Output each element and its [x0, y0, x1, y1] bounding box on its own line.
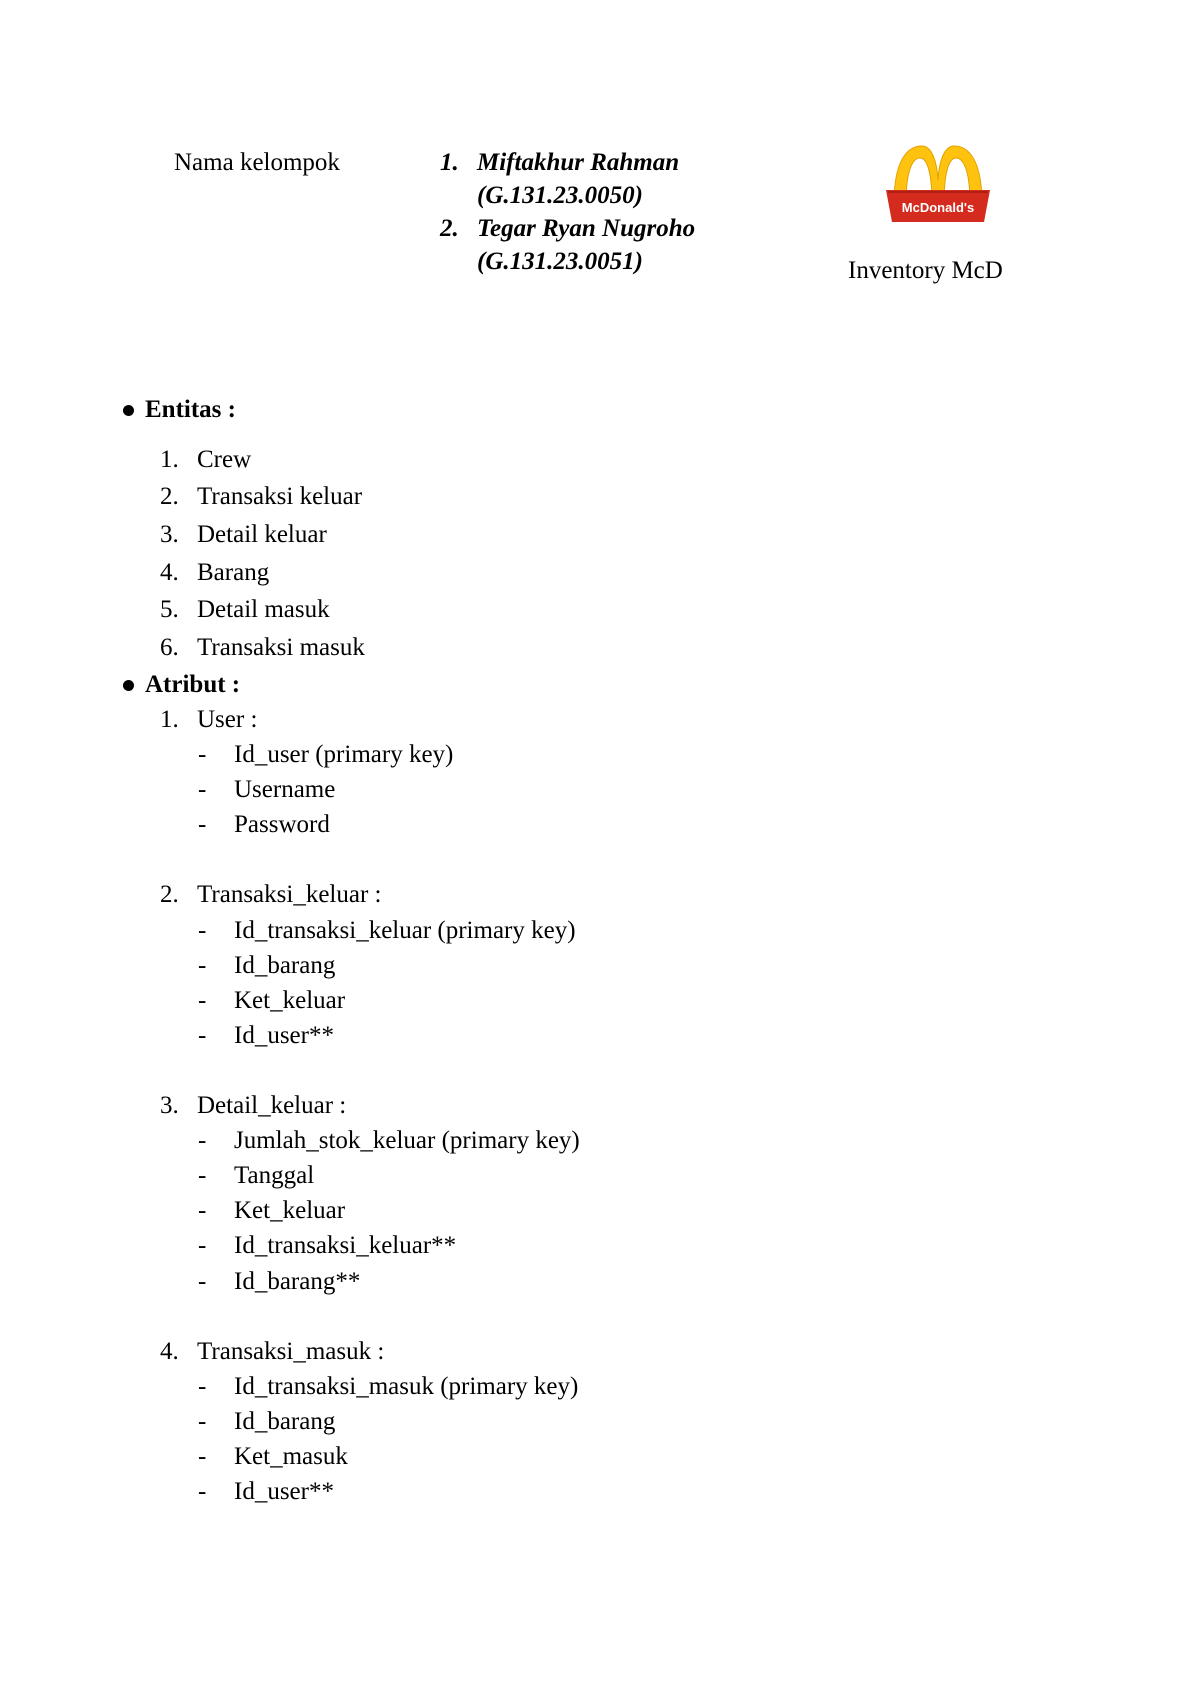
entitas-number: 3. — [160, 521, 179, 548]
field-item: Id_transaksi_keluar** — [234, 1232, 457, 1259]
member-1-number: 1. — [440, 149, 459, 176]
field-dash: - — [198, 1478, 207, 1505]
field-dash: - — [198, 1197, 207, 1224]
field-item: Id_user (primary key) — [234, 741, 454, 768]
field-dash: - — [198, 811, 207, 838]
entitas-item: Transaksi masuk — [197, 634, 365, 661]
bullet-icon — [123, 405, 134, 416]
entitas-number: 2. — [160, 483, 179, 510]
field-item: Id_user** — [234, 1022, 334, 1049]
field-dash: - — [198, 1232, 207, 1259]
field-dash: - — [198, 1373, 207, 1400]
group-label: Nama kelompok — [174, 149, 340, 176]
entitas-item: Detail keluar — [197, 521, 327, 548]
field-item: Ket_keluar — [234, 1197, 346, 1224]
field-dash: - — [198, 1022, 207, 1049]
field-dash: - — [198, 1408, 207, 1435]
entitas-item: Detail masuk — [197, 596, 330, 623]
member-1-name: Miftakhur Rahman — [477, 149, 680, 176]
logo-text: McDonald's — [901, 200, 975, 215]
field-dash: - — [198, 952, 207, 979]
field-dash: - — [198, 987, 207, 1014]
field-item: Id_user** — [234, 1478, 334, 1505]
entitas-number: 4. — [160, 559, 179, 586]
field-item: Tanggal — [234, 1162, 315, 1189]
entitas-heading: Entitas : — [145, 396, 236, 423]
bullet-icon — [123, 680, 134, 691]
field-item: Id_transaksi_keluar (primary key) — [234, 917, 576, 944]
member-2-nim: (G.131.23.0051) — [477, 248, 643, 275]
project-title: Inventory McD — [848, 257, 1003, 284]
member-2-name: Tegar Ryan Nugroho — [477, 215, 696, 242]
field-item: Ket_keluar — [234, 987, 346, 1014]
field-dash: - — [198, 1162, 207, 1189]
field-dash: - — [198, 776, 207, 803]
atribut-group-title: Transaksi_keluar : — [197, 881, 382, 908]
atribut-group-title: Detail_keluar : — [197, 1092, 347, 1119]
atribut-group-number: 3. — [160, 1092, 179, 1119]
entitas-item: Crew — [197, 446, 252, 473]
field-item: Id_barang** — [234, 1268, 361, 1295]
atribut-group-number: 1. — [160, 706, 179, 733]
atribut-group-number: 2. — [160, 881, 179, 908]
field-item: Username — [234, 776, 336, 803]
field-dash: - — [198, 741, 207, 768]
field-item: Ket_masuk — [234, 1443, 348, 1470]
field-dash: - — [198, 1268, 207, 1295]
field-dash: - — [198, 917, 207, 944]
field-dash: - — [198, 1127, 207, 1154]
field-item: Id_barang — [234, 952, 336, 979]
field-dash: - — [198, 1443, 207, 1470]
entitas-item: Transaksi keluar — [197, 483, 363, 510]
entitas-number: 1. — [160, 446, 179, 473]
field-item: Password — [234, 811, 330, 838]
member-1-nim: (G.131.23.0050) — [477, 182, 643, 209]
atribut-group-title: User : — [197, 706, 258, 733]
atribut-group-title: Transaksi_masuk : — [197, 1338, 385, 1365]
atribut-heading: Atribut : — [145, 671, 241, 698]
field-item: Id_transaksi_masuk (primary key) — [234, 1373, 579, 1400]
field-item: Id_barang — [234, 1408, 336, 1435]
entitas-item: Barang — [197, 559, 270, 586]
entitas-number: 5. — [160, 596, 179, 623]
entitas-number: 6. — [160, 634, 179, 661]
field-item: Jumlah_stok_keluar (primary key) — [234, 1127, 580, 1154]
mcdonalds-logo-icon — [884, 140, 992, 226]
atribut-group-number: 4. — [160, 1338, 179, 1365]
member-2-number: 2. — [440, 215, 459, 242]
